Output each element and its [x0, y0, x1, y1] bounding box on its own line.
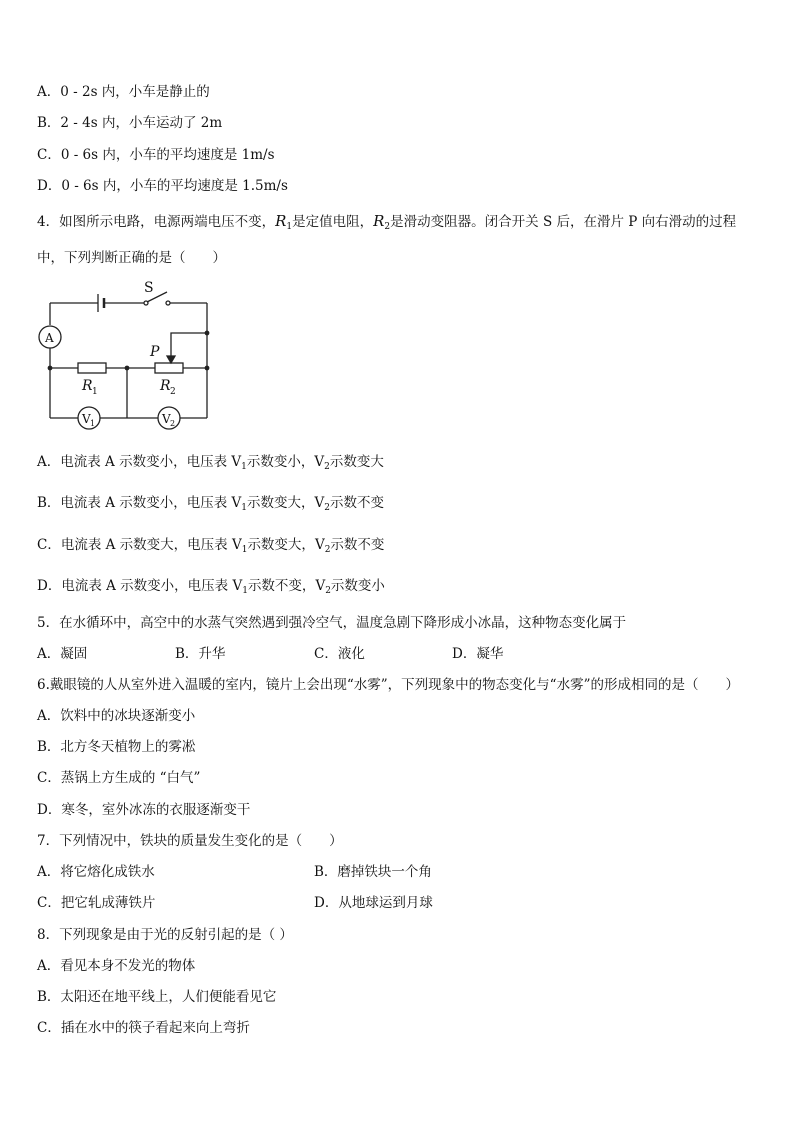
q3-option-a: A．0 - 2s 内，小车是静止的 — [37, 84, 210, 100]
q4-option-c-v1-tail: 示数变大， — [247, 537, 315, 553]
switch-label: S — [144, 280, 154, 296]
junction-dot-left — [48, 366, 53, 371]
q6-option-b: B．北方冬天植物上的雾凇 — [37, 739, 196, 755]
junction-dot-mid — [125, 366, 130, 371]
q3-option-c: C．0 - 6s 内，小车的平均速度是 1m/s — [37, 147, 275, 163]
v1-symbol: V — [231, 495, 242, 511]
v2-symbol: V — [315, 578, 326, 594]
q5-stem: 5．在水循环中，高空中的水蒸气突然遇到强冷空气，温度急剧下降形成小冰晶，这种物态变化属于 — [37, 615, 627, 631]
r2-resistor — [155, 363, 183, 373]
q4-stem-post: 是滑动变阻器。闭合开关 S 后，在滑片 P 向右滑动的过程 — [390, 214, 737, 230]
v2-subscript: 2 — [324, 545, 331, 555]
q8-option-c: C．插在水中的筷子看起来向上弯折 — [37, 1020, 250, 1036]
v1-symbol: V — [231, 454, 242, 470]
q4-option-c-v2-tail: 示数不变 — [330, 537, 385, 553]
q4-option-d-v1-tail: 示数不变， — [247, 578, 316, 594]
v1-subscript: 1 — [241, 462, 247, 472]
v2-subscript: 2 — [324, 503, 331, 513]
q4-option-d — [37, 578, 385, 599]
q4-option-d-v2-tail: 示数变小 — [330, 578, 385, 594]
q8-option-a: A．看见本身不发光的物体 — [37, 958, 196, 974]
q4-stem-line2: 中，下列判断正确的是（ ） — [37, 250, 226, 266]
v2-subscript: 2 — [324, 462, 330, 472]
q4-option-b-v1-tail: 示数变大， — [247, 495, 315, 511]
slider-wire — [171, 333, 207, 358]
q7-stem: 7．下列情况中，铁块的质量发生变化的是（ ） — [37, 833, 343, 849]
q5-option-d: D．凝华 — [452, 646, 504, 662]
r1-label: R — [82, 378, 93, 394]
q4-option-a — [37, 454, 384, 475]
v2-symbol: V — [314, 454, 325, 470]
r1-label-sub: 1 — [92, 387, 98, 397]
q4-option-a-pre: A．电流表 A 示数变小，电压表 — [37, 454, 232, 470]
ammeter-label: A — [45, 331, 54, 345]
q4-option-b-v2-tail: 示数不变 — [330, 495, 385, 511]
q3-option-b: B．2 - 4s 内，小车运动了 2m — [37, 115, 223, 131]
junction-dot-right-top — [205, 331, 210, 336]
q5-option-c: C．液化 — [314, 646, 365, 662]
q8-stem: 8．下列现象是由于光的反射引起的是（ ） — [37, 927, 293, 943]
circuit-diagram — [30, 278, 220, 438]
r2-symbol: R — [373, 212, 385, 230]
q4-stem-pre: 4．如图所示电路，电源两端电压不变， — [37, 214, 276, 230]
v1-symbol: V — [231, 537, 242, 553]
v1-label: V — [82, 412, 91, 426]
q4-option-a-v2-tail: 示数变大 — [329, 454, 384, 470]
q7-option-b: B．磨掉铁块一个角 — [314, 864, 432, 880]
r2-label-sub: 2 — [170, 387, 176, 397]
q4-stem-line1 — [37, 213, 736, 235]
q4-option-b — [37, 495, 384, 516]
v2-symbol: V — [314, 537, 325, 553]
v1-subscript: 1 — [241, 545, 248, 555]
r2-label: R — [160, 378, 171, 394]
v1-subscript: 1 — [242, 586, 248, 596]
switch-contact-right — [166, 301, 170, 305]
q6-option-a: A．饮料中的冰块逐渐变小 — [37, 708, 196, 724]
r1-resistor — [78, 363, 106, 373]
q7-option-c: C．把它轧成薄铁片 — [37, 895, 156, 911]
q4-option-c — [37, 537, 384, 558]
q4-option-d-pre: D．电流表 A 示数变小，电压表 — [37, 578, 233, 594]
slider-arrow — [167, 356, 175, 363]
v1-label-sub: 1 — [90, 419, 96, 428]
r1-subscript: 1 — [286, 222, 293, 232]
q6-stem: 6.戴眼镜的人从室外进入温暖的室内，镜片上会出现“水雾”，下列现象中的物态变化与“水雾”的形成相同的是（ ） — [37, 677, 739, 693]
q7-option-d: D．从地球运到月球 — [314, 895, 433, 911]
r2-subscript: 2 — [384, 222, 391, 232]
q3-option-d: D．0 - 6s 内，小车的平均速度是 1.5m/s — [37, 178, 288, 194]
v2-label: V — [162, 412, 171, 426]
v2-subscript: 2 — [325, 586, 331, 596]
q4-option-c-pre: C．电流表 A 示数变大，电压表 — [37, 537, 232, 553]
slider-label: P — [150, 344, 160, 360]
q8-option-b: B．太阳还在地平线上，人们便能看见它 — [37, 989, 277, 1005]
v2-label-sub: 2 — [170, 419, 176, 428]
junction-dot-right — [205, 366, 210, 371]
r1-symbol: R — [275, 212, 287, 230]
q4-option-a-v1-tail: 示数变小， — [246, 454, 315, 470]
q7-option-a: A．将它熔化成铁水 — [37, 864, 155, 880]
q4-option-b-pre: B．电流表 A 示数变小，电压表 — [37, 495, 232, 511]
v2-symbol: V — [314, 495, 325, 511]
q6-option-c: C．蒸锅上方生成的 “白气” — [37, 770, 201, 786]
q4-stem-mid: 是定值电阻， — [292, 214, 374, 230]
q6-option-d: D．寒冬，室外冰冻的衣服逐渐变干 — [37, 802, 251, 818]
v1-symbol: V — [232, 578, 243, 594]
v1-subscript: 1 — [241, 503, 248, 513]
q5-option-b: B．升华 — [175, 646, 226, 662]
q5-option-a: A．凝固 — [37, 646, 88, 662]
